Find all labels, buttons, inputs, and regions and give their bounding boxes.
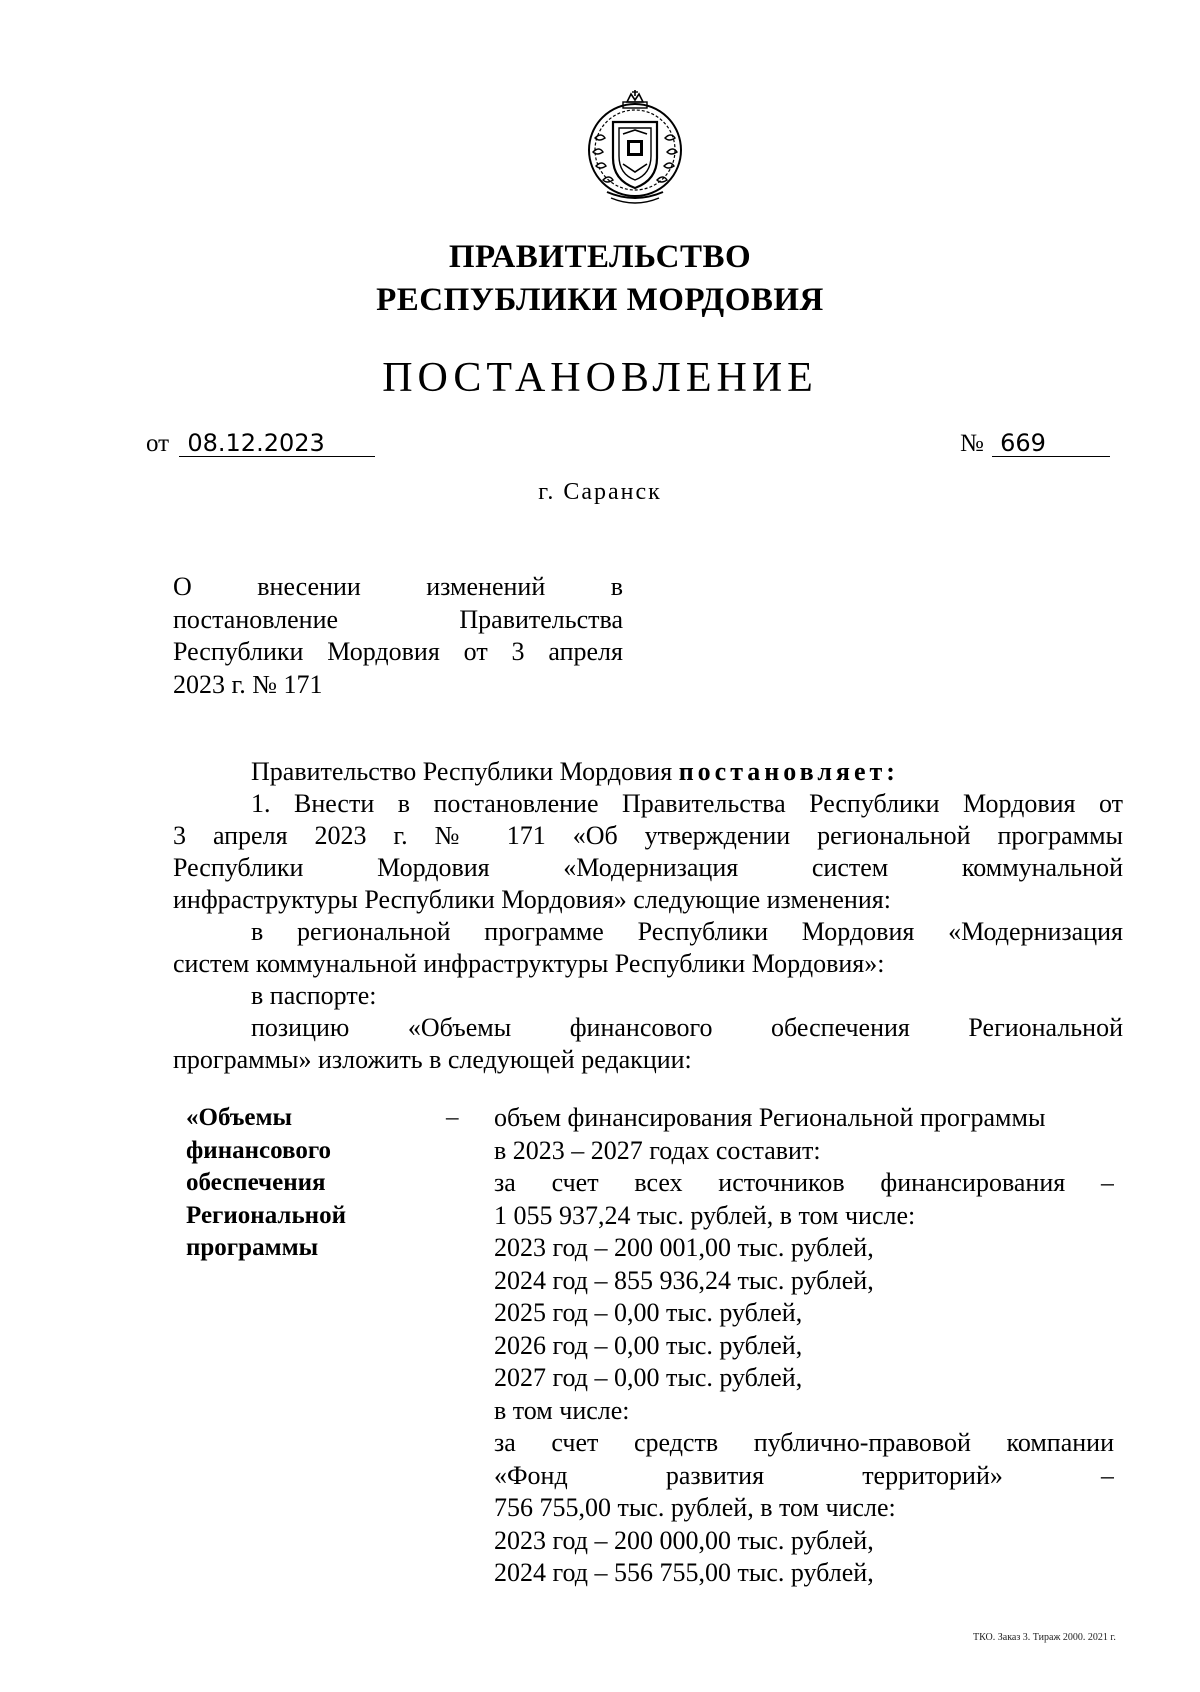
passport-value-line: 2024 год – 556 755,00 тыс. рублей, [494, 1558, 874, 1587]
passport-value-line: 2025 год – 0,00 тыс. рублей, [494, 1298, 803, 1327]
intro-decree-word: постановляет: [678, 757, 899, 786]
number-prefix: № [960, 430, 984, 457]
body-line: в региональной программе Республики Мордовия «Модернизация [251, 917, 1123, 946]
body-line: систем коммунальной инфраструктуры Республики Мордовия»: [173, 949, 885, 978]
passport-value-line: в 2023 – 2027 годах составит: [494, 1135, 821, 1165]
passport-value-line: 2024 год – 855 936,24 тыс. рублей, [494, 1265, 874, 1295]
passport-value-line: за счет всех источников финансирования – [494, 1168, 1114, 1197]
passport-label-line: программы [186, 1234, 319, 1261]
body-line: Республики Мордовия «Модернизация систем коммунальной [173, 853, 1123, 882]
passport-label-line: «Объемы [186, 1104, 293, 1131]
passport-value-line: 2026 год – 0,00 тыс. рублей, [494, 1330, 803, 1360]
intro-text: Правительство Республики Мордовия [251, 757, 673, 786]
body-line: 1. Внести в постановление Правительства Республики Мордовия от [251, 789, 1123, 818]
subject-line: постановление Правительства [173, 604, 623, 634]
passport-dash: – [446, 1104, 459, 1131]
subject-line: 2023 г. № 171 [173, 669, 323, 699]
subject-line: Республики Мордовия от 3 апреля [173, 637, 623, 666]
passport-label-line: финансового [186, 1136, 332, 1164]
body-line: инфраструктуры Республики Мордовия» следующие изменения: [173, 885, 891, 914]
passport-value-line: 2027 год – 0,00 тыс. рублей, [494, 1363, 803, 1392]
document-subject [173, 571, 623, 701]
city: г. Саранск [538, 479, 662, 505]
passport-label-line: Региональной [186, 1201, 346, 1229]
body-line: в паспорте: [251, 981, 377, 1010]
government-title-line1: ПРАВИТЕЛЬСТВО [448, 239, 752, 275]
passport-value-line: 756 755,00 тыс. рублей, в том числе: [494, 1493, 896, 1522]
document-number-line [960, 428, 1110, 460]
government-title-line2: РЕСПУБЛИКИ МОРДОВИЯ [376, 282, 824, 318]
passport-value-line: «Фонд развития территорий» – [494, 1460, 1114, 1490]
document-date-line [146, 428, 375, 460]
passport-position-value [494, 1102, 1114, 1590]
passport-value-line: 2023 год – 200 000,00 тыс. рублей, [494, 1525, 874, 1555]
body-line: позицию «Объемы финансового обеспечения Региональной [251, 1013, 1123, 1042]
document-date: 08.12.2023 [179, 430, 375, 457]
passport-value-line: за счет средств публично-правовой компании [494, 1428, 1114, 1457]
body-line: 3 апреля 2023 г. № 171 «Об утверждении региональной программы [173, 821, 1123, 850]
passport-value-line: 2023 год – 200 001,00 тыс. рублей, [494, 1233, 874, 1262]
passport-position-label [186, 1102, 416, 1265]
body-line: программы» изложить в следующей редакции: [173, 1045, 692, 1074]
body-intro [251, 756, 1123, 788]
subject-line: О внесении изменений в [173, 572, 623, 601]
passport-value-line: в том числе: [494, 1395, 630, 1425]
passport-value-line: 1 055 937,24 тыс. рублей, в том числе: [494, 1200, 916, 1230]
document-type: ПОСТАНОВЛЕНИЕ [382, 355, 818, 401]
passport-label-line: обеспечения [186, 1169, 326, 1196]
document-number: 669 [992, 430, 1110, 457]
print-info: ТКО. Заказ 3. Тираж 2000. 2021 г. [973, 1632, 1116, 1643]
date-prefix: от [146, 430, 170, 457]
passport-value-line: объем финансирования Региональной программы [494, 1103, 1046, 1132]
coat-of-arms-emblem [583, 88, 687, 208]
